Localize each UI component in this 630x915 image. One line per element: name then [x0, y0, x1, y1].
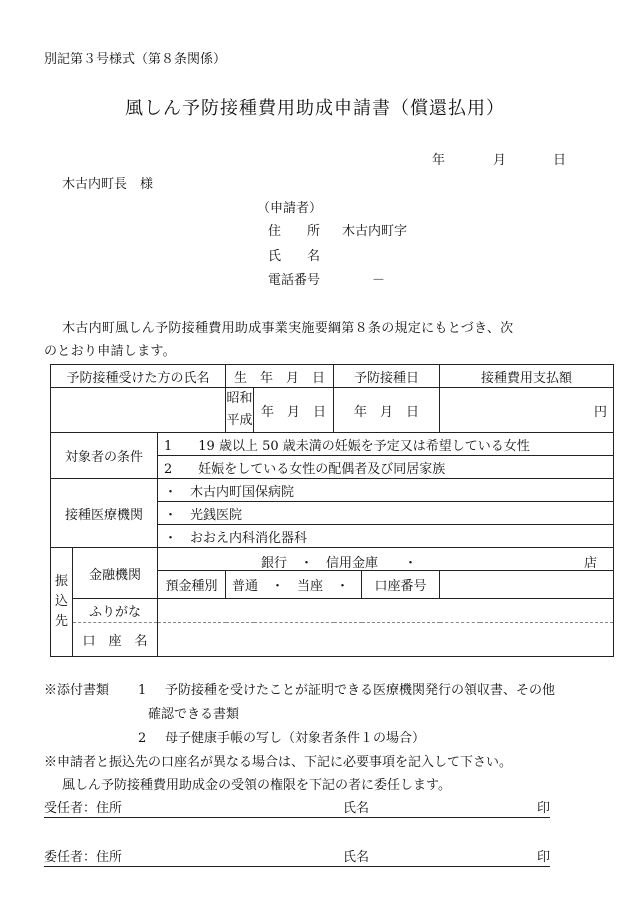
branch-label: 店: [584, 556, 598, 572]
attach-label: ※添付書類: [44, 683, 110, 698]
delegator-underline[interactable]: [44, 866, 550, 867]
date-year: 年: [432, 153, 446, 168]
furigana-label: ふりがな: [73, 599, 158, 623]
phone-label: 電話番号: [268, 273, 321, 288]
target-condition-2[interactable]: 2 妊娠をしている女性の配偶者及び同居家族: [158, 456, 614, 479]
delegator-address-label: 委任者：住所: [44, 850, 123, 865]
attach-1a: 予防接種を受けたことが証明できる医療機関発行の領収書、その他: [165, 683, 556, 698]
field-bank[interactable]: [158, 548, 614, 571]
target-condition-1[interactable]: 1 19 歳以上 50 歳未満の妊娠を予定又は希望している女性: [158, 433, 614, 456]
note-different-account: ※申請者と振込先の口座名が異なる場合は、下記に必要事項を記入して下さい。: [44, 755, 513, 770]
delegate-underline[interactable]: [44, 817, 550, 818]
header-cost: 接種費用支払額: [440, 365, 614, 388]
header-vacc-date: 予防接種日: [334, 365, 440, 388]
transfer-char-2: 込: [54, 594, 68, 610]
date-day: 日: [553, 153, 567, 168]
transfer-char-3: 先: [54, 614, 68, 630]
delegate-seal: 印: [537, 801, 551, 816]
phone-dash: －: [372, 273, 386, 288]
delegation-statement: 風しん予防接種費用助成金の受領の権限を下記の者に委任します。: [62, 778, 451, 793]
header-birth: 生 年 月 日: [226, 365, 334, 388]
attach-1-no: 1: [138, 683, 147, 698]
address-label: 住 所: [268, 224, 321, 239]
transfer-char-1: 振: [54, 573, 68, 589]
bank-label: 金融機関: [73, 548, 158, 599]
med-label: 接種医療機関: [51, 479, 158, 548]
field-vacc-date[interactable]: 年 月 日: [334, 388, 440, 433]
attach-1b: 確認できる書類: [148, 707, 240, 722]
field-holder[interactable]: [158, 623, 614, 657]
deposit-type-label: 預金種別: [158, 571, 226, 599]
body-line-2: のとおり申請します。: [44, 344, 176, 359]
delegate-address-label: 受任者：住所: [44, 801, 123, 816]
name-label: 氏 名: [268, 249, 321, 264]
applicant-heading: （申請者）: [257, 201, 323, 216]
header-name: 予防接種受けた方の氏名: [51, 365, 226, 388]
addressee: 木古内町長 様: [62, 177, 154, 192]
form-number: 別記第３号様式（第８条関係）: [44, 52, 227, 67]
bank-line: 銀行 ・ 信用金庫 ・: [261, 556, 418, 572]
date-month: 月: [493, 153, 507, 168]
attach-2: 母子健康手帳の写し（対象者条件１の場合）: [165, 731, 426, 746]
account-no-label: 口座番号: [362, 571, 440, 599]
address-value: 木古内町字: [342, 224, 408, 239]
body-line-1: 木古内町風しん予防接種費用助成事業実施要綱第８条の規定にもとづき、次: [62, 321, 514, 336]
era-showa: 昭和: [226, 391, 253, 406]
field-birth-date[interactable]: 年 月 日: [254, 388, 334, 433]
application-table: [50, 364, 614, 657]
field-deposit-type[interactable]: 普通 ・ 当座 ・: [226, 571, 362, 599]
era-cell: [226, 388, 254, 433]
attach-2-no: 2: [138, 731, 147, 746]
holder-label: 口 座 名: [73, 623, 158, 657]
delegate-name-label: 氏名: [343, 801, 370, 816]
field-account-no[interactable]: [440, 571, 614, 599]
delegator-seal: 印: [537, 850, 551, 865]
med-item-3[interactable]: ・ おおえ内科消化器科: [158, 525, 614, 548]
delegator-name-label: 氏名: [343, 850, 370, 865]
med-item-1[interactable]: ・ 木古内町国保病院: [158, 479, 614, 502]
transfer-label: [51, 548, 73, 657]
field-furigana[interactable]: [158, 599, 614, 623]
era-heisei: 平成: [226, 413, 253, 429]
page-title: 風しん予防接種費用助成申請書（償還払用）: [125, 98, 505, 119]
med-item-2[interactable]: ・ 光銭医院: [158, 502, 614, 525]
target-label: 対象者の条件: [51, 433, 158, 479]
field-cost[interactable]: 円: [440, 388, 614, 433]
field-vaccinee-name[interactable]: [51, 388, 226, 433]
